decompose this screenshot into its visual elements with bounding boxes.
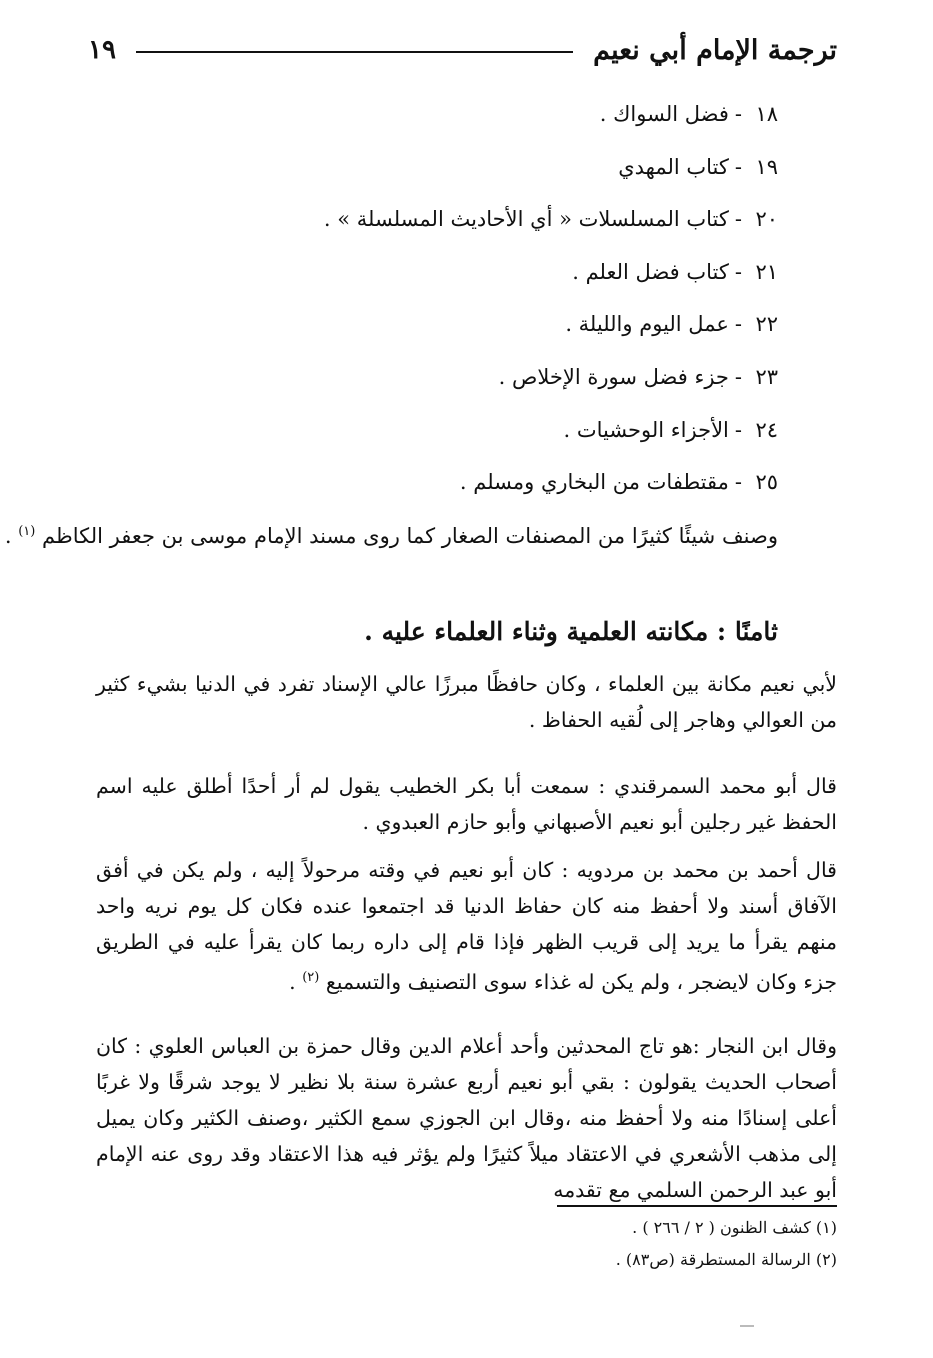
paragraph-3 — [96, 852, 837, 1000]
header-rule — [136, 51, 573, 53]
paragraph-end: . — [289, 969, 303, 994]
item-number: ٢١ — [755, 259, 778, 284]
section-heading: ثامنًا : مكانته العلمية وثناء العلماء عليه . — [364, 617, 778, 646]
paragraph-text: لأبي نعيم مكانة بين العلماء ، وكان حافظًا مبرزًا عالي الإسناد تفرد في الدنيا بشيء كثير من العوالي وهاجر إلى لُقيه الحفاظ . — [96, 672, 837, 732]
item-text: عمل اليوم والليلة . — [565, 312, 729, 337]
list-item: ٢٠-كتاب المسلسلات « أي الأحاديث المسلسلة » . — [90, 201, 778, 254]
list-item: ٢٤-الأجزاء الوحشيات . — [90, 412, 778, 465]
paragraph-text: قال أبو محمد السمرقندي : سمعت أبا بكر الخطيب يقول لم أر أحدًا أطلق عليه اسم الحفظ غير رجلين أبو نعيم الأصبهاني وأبو حازم العبدوي . — [96, 774, 837, 834]
list-item: ٢٣-جزء فضل سورة الإخلاص . — [90, 359, 778, 412]
closing-line — [4, 514, 778, 554]
item-text: جزء فضل سورة الإخلاص . — [498, 364, 729, 389]
list-item: ١٨-فضل السواك . — [90, 96, 778, 149]
page-number: ١٩ — [88, 35, 116, 65]
footnote-2: (٢) الرسالة المستطرقة (ص٨٣) . — [615, 1250, 837, 1269]
footnote-ref-1: (١) — [18, 524, 36, 539]
item-text: مقتطفات من البخاري ومسلم . — [459, 470, 729, 495]
running-header — [88, 30, 837, 70]
closing-text: وصنف شيئًا كثيرًا من المصنفات الصغار كما روى مسند الإمام موسى بن جعفر الكاظم — [42, 524, 778, 548]
footnote-ref-2: (٢) — [302, 970, 320, 985]
paragraph-2 — [96, 768, 837, 840]
item-number: ٢٠ — [755, 207, 778, 232]
paragraph-text: وقال ابن النجار :هو تاج المحدثين وأحد أعلام الدين وقال حمزة بن العباس العلوي : كان أصحاب الحديث يقولون : بقي أبو نعيم أربع عشرة سنة بلا نظير لا يوجد شرقًا ولا غربًا أعلى إسنادًا منه ولا أحفظ منه ،وقال ابن الجوزي سمع الكثير ،وصنف الكثير وكان يميل إلى مذهب الأشعري في الاعتقاد ميلاً كثيرًا ولم يؤثر فيه هذا الاعتقاد وقد روى عنه الإمام أبو عبد الرحمن السلمي مع تقدمه — [96, 1034, 837, 1202]
item-text: الأجزاء الوحشيات . — [563, 417, 729, 442]
running-title: ترجمة الإمام أبي نعيم — [593, 34, 837, 66]
item-text: كتاب المهدي — [618, 154, 729, 179]
footnotes — [96, 1212, 837, 1276]
item-number: ٢٢ — [755, 312, 778, 337]
item-number: ١٨ — [755, 102, 778, 126]
item-text: فضل السواك . — [599, 102, 729, 126]
item-number: ١٩ — [755, 154, 778, 179]
item-text: كتاب المسلسلات « أي الأحاديث المسلسلة » . — [323, 207, 729, 232]
paragraph-text — [96, 852, 837, 1000]
footnote-1: (١) كشف الظنون ( ٢ / ٢٦٦ ) . — [632, 1218, 837, 1237]
list-item: ٢٥-مقتطفات من البخاري ومسلم . — [90, 464, 778, 517]
works-list — [90, 96, 778, 517]
item-number: ٢٣ — [755, 364, 778, 389]
list-item: ٢١-كتاب فضل العلم . — [90, 254, 778, 307]
paragraph-body: قال أحمد بن محمد بن مردويه : كان أبو نعيم في وقته مرحولاً إليه ، ولم يكن في أفق الآفاق أسند ولا أحفظ منه كان حفاظ الدنيا قد اجتمعوا عنده فكان كل يوم نريه واحد منهم يقرأ ما يريد إلى قريب الظهر فإذا قام إلى داره ربما كان يقرأ عليه في الطريق جزء وكان لايضجر ، ولم يكن له غذاء سوى التصنيف والتسميع — [96, 858, 837, 994]
paragraph-4 — [96, 1028, 837, 1208]
closing-end: . — [4, 524, 19, 548]
list-item: ١٩-كتاب المهدي — [90, 149, 778, 202]
scan-speck — [740, 1325, 754, 1327]
item-number: ٢٤ — [755, 417, 778, 442]
list-item: ٢٢-عمل اليوم والليلة . — [90, 306, 778, 359]
item-text: كتاب فضل العلم . — [572, 259, 729, 284]
footnote-rule — [557, 1205, 837, 1207]
paragraph-1 — [96, 666, 837, 738]
item-number: ٢٥ — [755, 470, 778, 495]
